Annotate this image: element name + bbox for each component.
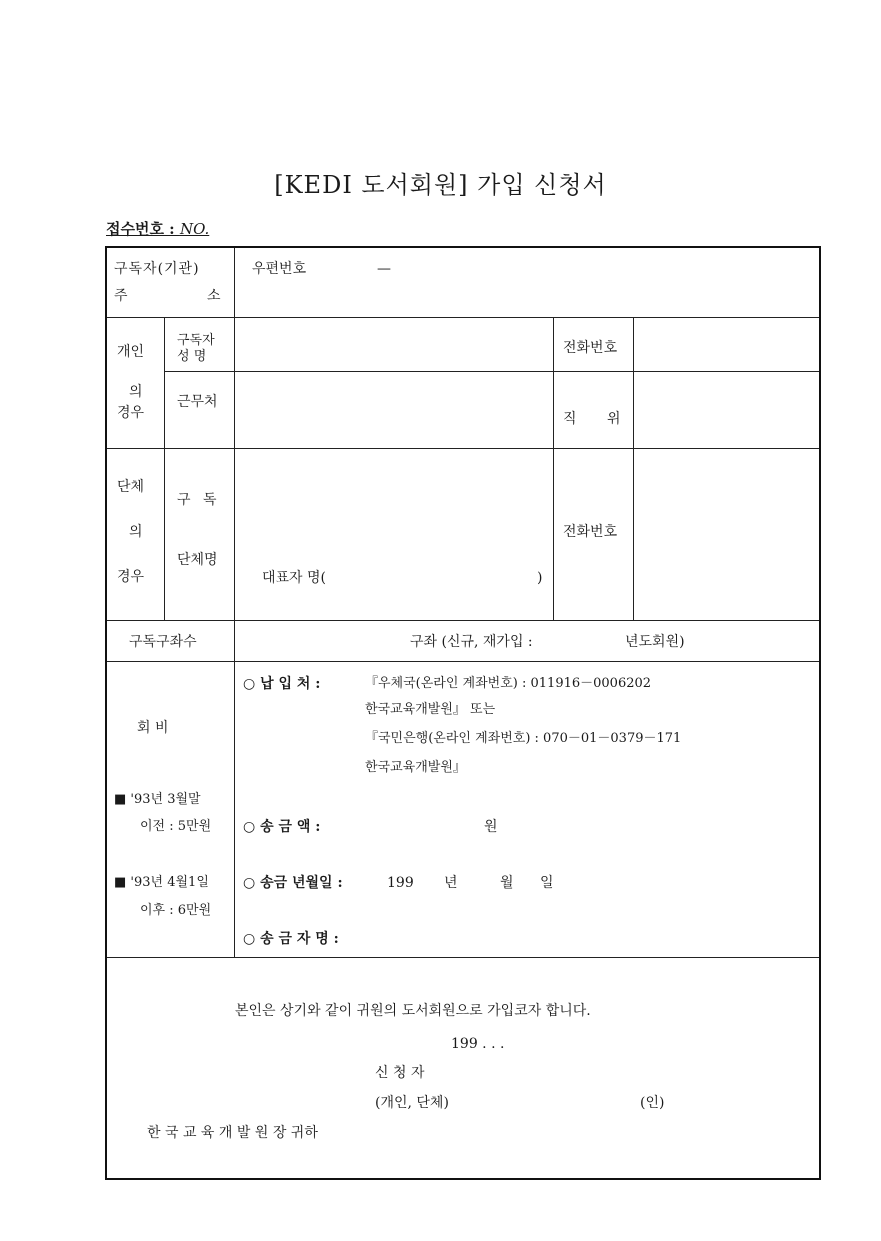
individual-phone-label: 전화번호 <box>563 340 618 356</box>
receipt-number <box>106 218 209 239</box>
row-divider <box>107 661 819 662</box>
payee-label: ○ 납 입 처 : <box>243 676 321 692</box>
fee-before-line1: ■ '93년 3월말 <box>114 792 201 807</box>
position-label-a: 직 <box>563 411 577 427</box>
row-divider <box>107 448 819 449</box>
accounts-value-a: 구좌 (신규, 재가입 : <box>410 634 533 650</box>
amount-unit: 원 <box>484 819 498 835</box>
representative-field[interactable] <box>347 566 532 590</box>
date-month-unit: 월 <box>500 875 514 891</box>
group-phone-label: 전화번호 <box>563 524 618 540</box>
column-divider <box>633 317 634 620</box>
amount-field[interactable] <box>372 814 472 836</box>
subscriber-address-label: 구독자(기관) <box>114 261 200 277</box>
date-label: ○ 송금 년월일 : <box>243 875 343 891</box>
payee-line3: 『국민은행(온라인 계좌번호) : 070－01－0379－171 <box>365 731 682 746</box>
workplace-label: 근무처 <box>177 394 218 410</box>
group-label-2: 의 <box>129 524 143 540</box>
row-divider <box>164 371 819 372</box>
page-title: [KEDI 도서회원] 가입 신청서 <box>274 171 607 199</box>
column-divider <box>553 317 554 620</box>
accounts-label: 구독구좌수 <box>129 634 197 650</box>
address-label-b: 소 <box>207 288 221 304</box>
seal-mark: (인) <box>640 1095 665 1111</box>
declaration-date: 199 . . . <box>451 1036 505 1052</box>
addressee: 한 국 교 육 개 발 원 장 귀하 <box>147 1125 318 1141</box>
subscriber-name-label-2: 성 명 <box>177 349 207 364</box>
individual-group-label-1: 개인 <box>117 344 145 360</box>
applicant-type: (개인, 단체) <box>375 1095 449 1111</box>
group-name-field[interactable] <box>242 458 547 548</box>
receipt-label: 접수번호 : <box>106 220 180 238</box>
individual-group-label-2: 의 <box>129 384 143 400</box>
address-label-a: 주 <box>114 288 128 304</box>
representative-close: ) <box>537 570 543 586</box>
applicant-signature-field[interactable] <box>487 1090 637 1112</box>
position-label-b: 위 <box>607 411 621 427</box>
payee-line4: 한국교육개발원』 <box>365 760 466 775</box>
applicant-label: 신 청 자 <box>375 1065 425 1081</box>
sender-field[interactable] <box>372 926 672 948</box>
representative-label: 대표자 명( <box>262 570 327 586</box>
date-day-unit: 일 <box>540 875 554 891</box>
application-form <box>105 246 821 1180</box>
group-name-label-2: 단체명 <box>177 552 218 568</box>
group-name-label-1: 구 독 <box>177 492 221 508</box>
amount-label: ○ 송 금 액 : <box>243 819 321 835</box>
subscriber-name-label-1: 구독자 <box>177 333 215 348</box>
date-year: 199 <box>387 875 414 891</box>
group-phone-field[interactable] <box>642 458 812 608</box>
receipt-no: NO. <box>179 220 210 238</box>
row-divider <box>107 620 819 621</box>
fee-before-line2: 이전 : 5만원 <box>140 819 212 834</box>
address-field[interactable] <box>252 286 807 308</box>
subscriber-name-field[interactable] <box>242 326 547 366</box>
individual-group-label-3: 경우 <box>117 405 145 421</box>
group-label-1: 단체 <box>117 479 145 495</box>
declaration-statement: 본인은 상기와 같이 귀원의 도서회원으로 가입코자 합니다. <box>235 1003 591 1019</box>
column-divider <box>164 317 165 620</box>
row-divider <box>107 957 819 958</box>
accounts-value-b: 년도회원) <box>625 634 685 650</box>
date-year-unit: 년 <box>444 875 458 891</box>
position-field[interactable] <box>642 378 812 438</box>
group-label-3: 경우 <box>117 569 145 585</box>
workplace-field[interactable] <box>242 378 547 438</box>
column-divider <box>234 248 235 957</box>
individual-phone-field[interactable] <box>642 326 812 366</box>
row-divider <box>107 317 819 318</box>
fee-label: 회 비 <box>137 720 169 736</box>
payee-line2: 한국교육개발원』 또는 <box>365 702 496 717</box>
payee-line1: 『우체국(온라인 계좌번호) : 011916－0006202 <box>365 676 652 691</box>
postal-dash: — <box>377 261 391 277</box>
fee-after-line1: ■ '93년 4월1일 <box>114 875 209 890</box>
postal-code-field[interactable]: 우편번호 <box>252 261 307 277</box>
fee-after-line2: 이후 : 6만원 <box>140 903 212 918</box>
sender-label: ○ 송 금 자 명 : <box>243 931 339 947</box>
